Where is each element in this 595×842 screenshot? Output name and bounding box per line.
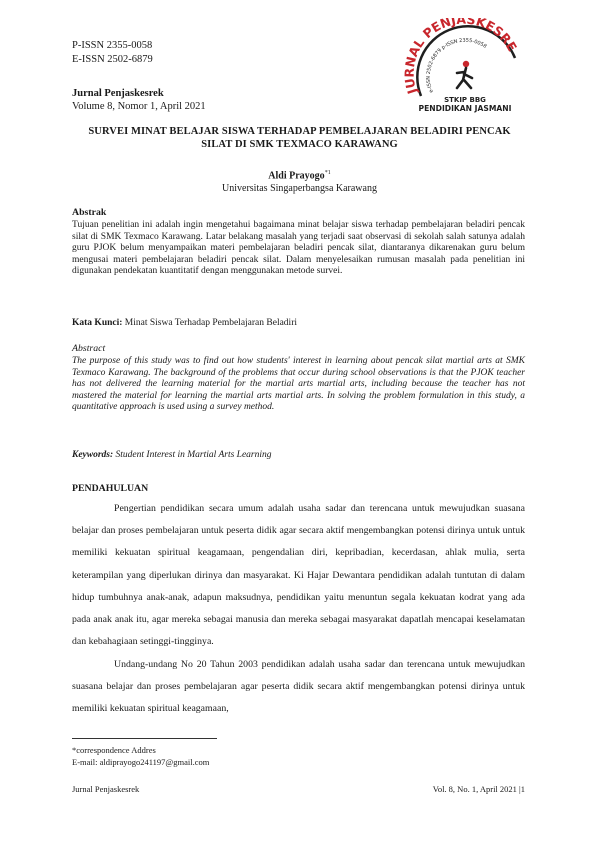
footnote-rule bbox=[72, 738, 217, 739]
keywords-label: Keywords: bbox=[72, 450, 114, 460]
abstrak-text: Tujuan penelitian ini adalah ingin mengetahui bagaimana minat belajar siswa terhadap pembelajaran beladiri pencak silat di SMK Texmaco Karawang. Latar belakang masalah yang terjadi saat observasi di sekolah salah satunya adalah guru PJOK belum menyampaikan materi pembelajaran beladiri pencak silat, diantaranya dikarenakan guru belum mengusai materi pembelajaran beladiri pencak silat. Dalam menyelesaikan rumusan masalah pada penelitian ini digunakan pendekatan kuantitatif dengan menggunakan metode survei. bbox=[72, 220, 525, 276]
abstrak-heading: Abstrak bbox=[72, 207, 107, 218]
issn-block bbox=[72, 39, 153, 67]
journal-info bbox=[72, 87, 206, 113]
logo-issn-text: e-ISSN 2502-6879 p-ISSN 2355-0058 bbox=[425, 37, 488, 94]
footer-left: Jurnal Penjaskesrek bbox=[72, 784, 140, 794]
abstract-text: The purpose of this study was to find out how students' interest in learning about pencak silat martial arts at SMK Texmaco Karawang. The background of the problems that occur during school observations is that the PJOK teacher has not delivered the learning material for the martial arts martial arts, including because the teacher has not mastered the material for learning the martial arts martial arts. In solving the problem formulation in this study, a quantitative approach is used using a survey method. bbox=[72, 356, 525, 412]
kata-kunci-label: Kata Kunci: bbox=[72, 318, 123, 328]
kata-kunci-text: Minat Siswa Terhadap Pembelajaran Beladiri bbox=[124, 318, 298, 328]
journal-logo-graphic bbox=[403, 18, 528, 113]
author-name: Aldi Prayogo bbox=[268, 170, 325, 182]
keywords bbox=[72, 450, 272, 460]
logo-figure bbox=[457, 61, 472, 88]
footnote bbox=[72, 744, 209, 768]
logo-line2: PENDIDIKAN JASMANI bbox=[418, 104, 512, 113]
author-affiliation: Universitas Singaperbangsa Karawang bbox=[222, 183, 377, 195]
journal-volume: Volume 8, Nomor 1, April 2021 bbox=[72, 101, 206, 112]
logo-arc-text: JURNAL PENJASKESRE bbox=[403, 18, 520, 96]
pendahuluan-heading: PENDAHULUAN bbox=[72, 483, 149, 494]
kata-kunci bbox=[72, 318, 297, 328]
footer-right: Vol. 8, No. 1, April 2021 |1 bbox=[432, 784, 525, 794]
keywords-text: Student Interest in Martial Arts Learning bbox=[115, 450, 272, 460]
page-footer bbox=[72, 784, 525, 794]
paper-title: SURVEI MINAT BELAJAR SISWA TERHADAP PEMBELAJARAN BELADIRI PENCAK SILAT DI SMK TEXMACO KARAWANG bbox=[88, 126, 511, 150]
author-mark: *1 bbox=[324, 170, 331, 176]
journal-name: Jurnal Penjaskesrek bbox=[72, 88, 164, 99]
author-block bbox=[72, 167, 527, 195]
footnote-line2: E-mail: aldiprayogo241197@gmail.com bbox=[72, 757, 210, 767]
pendahuluan-p2: Undang-undang No 20 Tahun 2003 pendidikan adalah usaha sadar dan terencana untuk mewujudkan suasana belajar dan proses pembelajaran agar peserta didik secara aktif mengembangkan potensi dirinya untuk memiliki kekuatan spiritual keagamaan, bbox=[72, 659, 525, 715]
abstract-heading: Abstract bbox=[72, 343, 106, 354]
journal-logo bbox=[403, 18, 528, 113]
pissn: P-ISSN 2355-0058 bbox=[72, 40, 153, 51]
eissn: E-ISSN 2502-6879 bbox=[72, 54, 153, 65]
pendahuluan-p1: Pengertian pendidikan secara umum adalah usaha sadar dan terencana untuk mewujudkan suasana belajar dan proses pembelajaran untuk peserta didik agar secara aktif mengembangkan potensi dirinya untuk untuk memiliki kekuatan spiritual keagamaan, pengendalian diri, kepribadian, kecerdasan, ahlak mulia, serta keterampilan yang diperlukan dirinya dan masyarakat. Ki Hajar Dewantara pendidikan adalah tuntutan di dalam hidup tumbuhnya anak-anak, adapun maksudnya, pendidikan yaitu menuntun segala kekuatan kodrat yang ada pada anak anak itu, agar mereka sebagai manusia dan mereka sebagai masyarakat dapatlah mencapai keselamatan dan kebahagiaan setinggi-tingginya. bbox=[72, 503, 525, 648]
logo-line1: STKIP BBG bbox=[444, 96, 486, 104]
footnote-line1: *correspondence Addres bbox=[72, 745, 156, 755]
